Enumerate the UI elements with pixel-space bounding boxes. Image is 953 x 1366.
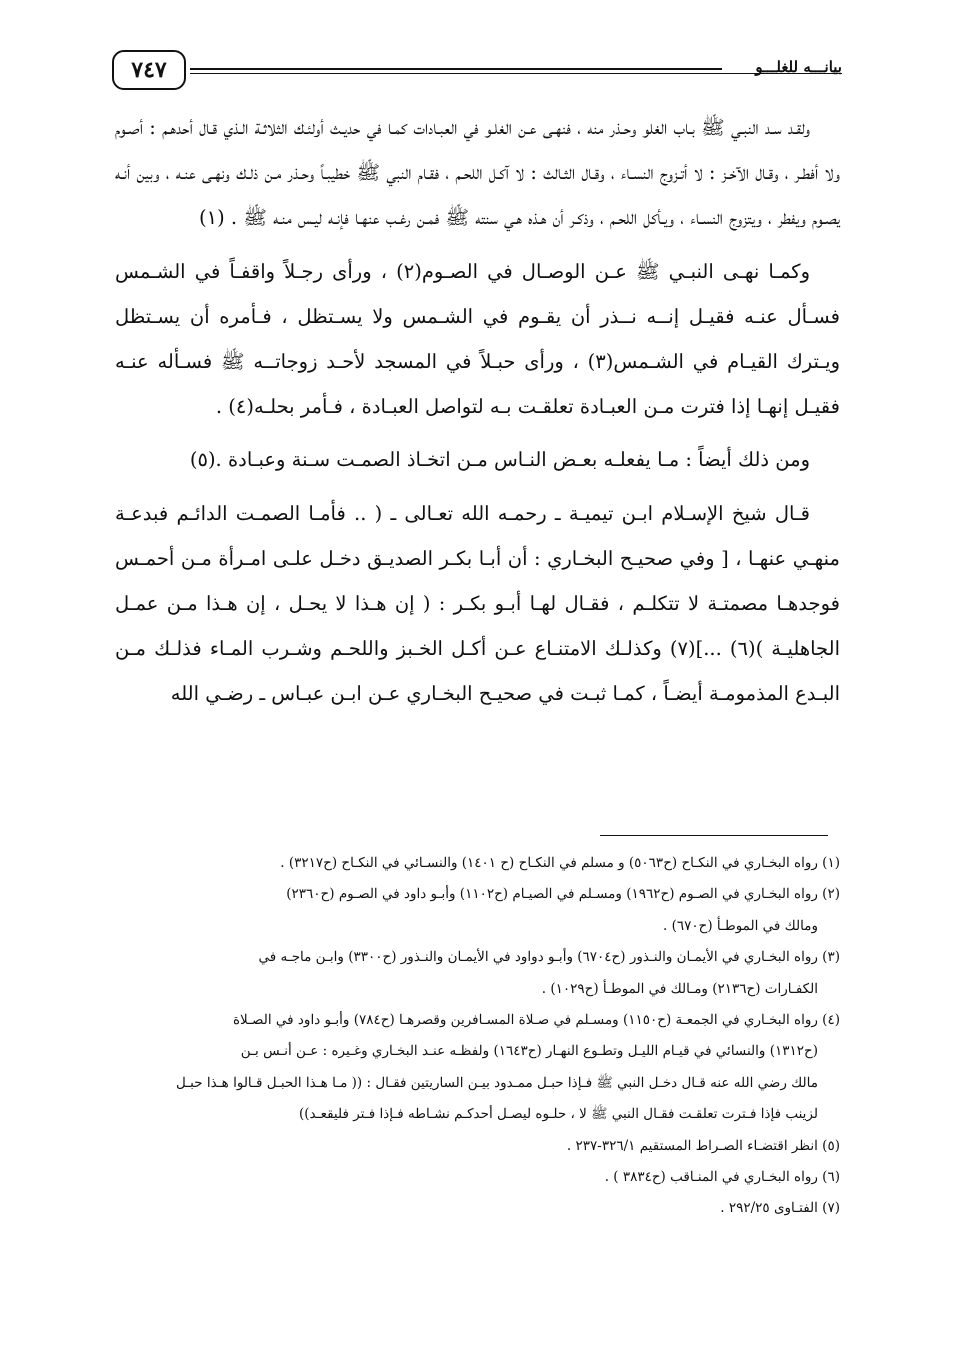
main-text: [115, 105, 840, 717]
page-number: ٧٤٧: [112, 50, 186, 90]
footnote: (٧) الفتـاوى ٢٩٢/٢٥ .: [720, 1200, 840, 1217]
footnote-continuation: مالك رضي الله عنه قـال دخـل النبي ﷺ فـإذا حبـل ممـدود بيـن الساريتين فقـال : (( مـا هـذا الحبـل قـالوا هـذا حبـل: [176, 1074, 818, 1091]
page-header: [112, 44, 842, 94]
paragraph: ولقـد سـد النبـي ﷺ بـاب الغلو وحـذر منه ، فنهـى عـن الغلـو في العبـادات كمـا في حديـث أولئـك الثلاثـة الـذي قـال أحدهـم : أصـوم ولا أفطـر ، وقـال الآخـز : لا أتـزوج النسـاء ، وقـال الثـالث : لا آكـل اللحـم ، فقـام النبي ﷺ خطيبـاً وحـذر مـن ذلـك ونهـى عنـه ، وبين أنـه يصـوم ويفطر ، ويتزوج النسـاء ، ويـأكل اللحـم ، وذكـر أن هـذه هـي سنته ﷺ فمـن رغـب عنهـا فإنـه ليـس منـه ﷺ . (١): [115, 116, 840, 230]
footnote: (٦) رواه البخـاري في المنـاقب (ح٣٨٣٤ ) .: [604, 1169, 840, 1186]
paragraph: ومن ذلك أيضاً : مـا يفعلـه بعـض النـاس مـن اتخـاذ الصمـت سـنة وعبـادة .(٥): [189, 448, 810, 472]
footnote-continuation: لزينب فإذا فـترت تعلقـت فقـال النبي ﷺ لا ، حلـوه ليصـل أحدكـم نشـاطه فـإذا فـتر فليقعـد)): [299, 1106, 818, 1123]
header-rule: [190, 68, 722, 70]
footnote: (٥) انظر اقتضـاء الصـراط المستقيم ٣٢٦/١-٢٣٧ .: [566, 1137, 840, 1154]
footnotes: [115, 848, 840, 1225]
footnote-continuation: الكفـارات (ح٢١٣٦) ومـالك في الموطـأ (ح١٠٢٩) .: [541, 980, 818, 997]
footnote: (٤) رواه البخـاري في الجمعـة (ح١١٥٠) ومسـلم في صـلاة المسـافرين وقصرهـا (ح٧٨٤) وأبـو داود في الصـلاة: [232, 1012, 840, 1029]
running-title: بيانـــه للغلـــو: [755, 58, 842, 76]
paragraph: قـال شيخ الإسـلام ابـن تيميـة ـ رحمـه الله تعـالى ـ ( .. فأمـا الصمـت الدائـم فبدعـة منهـي عنهـا ، [ وفي صحيـح البخـاري : أن أبـا بكـر الصديـق دخـل علـى امـرأة مـن أحمـس فوجدهـا مصمتـة لا تتكلـم ، فقـال لهـا أبـو بكـر : ( إن هـذا لا يحـل ، إن هـذا مـن عمـل الجاهليـة )(٦) ...](٧) وكذلـك الامتنـاع عـن أكـل الخـبز واللحـم وشـرب المـاء فذلـك مـن البـدع المذمومـة أيضـاً ، كمـا ثبـت في صحيـح البخـاري عـن ابـن عبـاس ـ رضـي الله: [115, 501, 840, 706]
header-rule-thin: [190, 73, 842, 74]
footnote: (١) رواه البخـاري في النكـاح (ح٥٠٦٣) و مسلم في النكـاح (ح ١٤٠١) والنسـائي في النكـاح (ح٣٢١٧) .: [280, 855, 840, 871]
footnote-separator: [600, 835, 828, 836]
footnote: (٢) رواه البخـاري في الصـوم (ح١٩٦٢) ومسـلم في الصيـام (ح١١٠٢) وأبـو داود في الصـوم (ح٢٣٦٠): [286, 886, 840, 903]
paragraph: وكمـا نهـى النبـي ﷺ عـن الوصـال في الصـوم(٢) ، ورأى رجـلاً واقفـاً في الشـمس فسـأل عنـه فقيـل إنــه نــذر أن يقـوم في الشـمس ولا يسـتظل ، فـأمره أن يسـتظل ويـترك القيـام في الشـمس(٣) ، ورأى حبـلاً في المسجد لأحـد زوجاتــه ﷺ فسـأله عنـه فقيـل إنهـا إذا فترت مـن العبـادة تعلقـت بـه لتواصل العبـادة ، فـأمر بحلـه(٤) .: [115, 259, 840, 419]
footnote-continuation: ومالك في الموطـأ (ح٦٧٠) .: [663, 917, 818, 934]
footnote: (٣) رواه البخـاري في الأيمـان والنـذور (ح٦٧٠٤) وأبـو دواود في الأيمـان والنـذور (ح٣٣٠٠) وابـن ماجـه في: [258, 949, 840, 966]
footnote-continuation: (ح١٣١٢) والنسائي في قيـام الليـل وتطـوع النهـار (ح١٦٤٣) ولفظـه عنـد البخـاري وغـيره : عـن أنـس بـن: [240, 1043, 818, 1060]
